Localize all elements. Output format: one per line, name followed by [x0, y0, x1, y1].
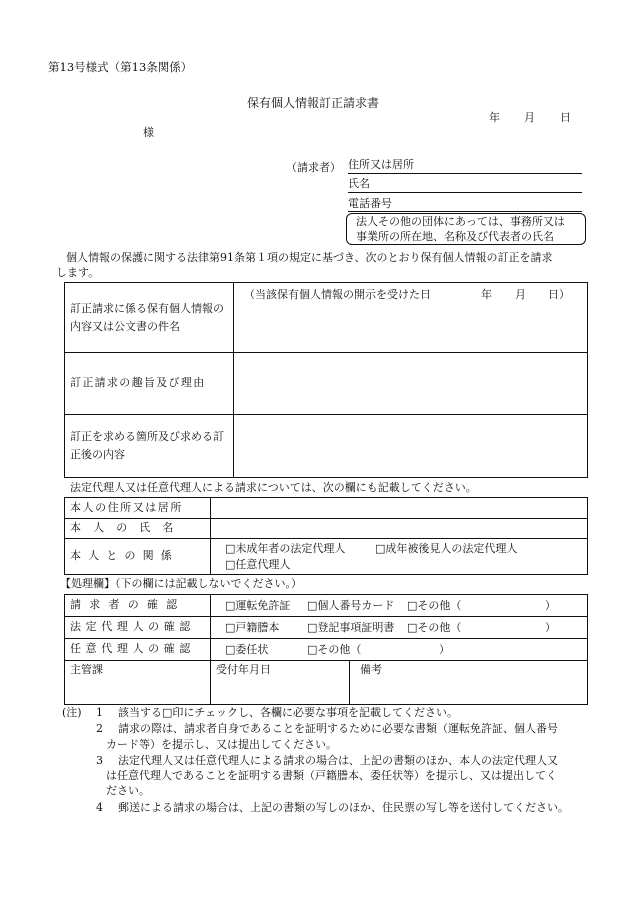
principal-address-label: 本人の住所又は居所: [65, 498, 211, 519]
relation-minor-checkbox[interactable]: □未成年者の法定代理人: [225, 542, 346, 555]
disclosure-date-note: （当該保有個人情報の開示を受けた日: [244, 288, 431, 301]
received-date-cell[interactable]: [211, 661, 350, 705]
table-row: [65, 498, 588, 519]
intro-line2: します。: [56, 266, 100, 279]
requester-other-close: ）: [545, 599, 556, 612]
date-year-label: 年: [489, 111, 500, 124]
requester-check-label: 請求者の確認: [65, 595, 211, 617]
legal-agent-check-options: [211, 617, 588, 639]
relation-adult-guardian-checkbox[interactable]: □成年被後見人の法定代理人: [375, 542, 518, 555]
table-row: [65, 415, 588, 478]
legal-other-checkbox[interactable]: □その他（: [407, 621, 462, 634]
relation-label: 本人との関係: [65, 539, 211, 575]
date-day-label: 日: [560, 111, 571, 124]
voluntary-other-close: ）: [439, 643, 450, 656]
table-row: [65, 539, 588, 575]
table-row: [65, 617, 588, 639]
note-4-number: 4: [96, 801, 103, 814]
note-1-number: 1: [96, 706, 103, 719]
principal-name-field[interactable]: [211, 519, 588, 539]
requester-phone-label: 電話番号: [348, 197, 392, 210]
notes-label: (注): [62, 706, 82, 719]
requester-name-label: 氏名: [348, 177, 370, 190]
reason-field[interactable]: [234, 353, 588, 415]
principal-name-label: 本人の氏名: [65, 519, 211, 539]
intro-line1: 個人情報の保護に関する法律第91条第１項の規定に基づき、次のとおり保有個人情報の訂正を請求: [66, 251, 553, 264]
note-3-number: 3: [96, 754, 103, 767]
subject-label: 訂正請求に係る保有個人情報の内容又は公文書の件名: [65, 283, 234, 353]
note-2-number: 2: [96, 722, 103, 735]
note-3-line1: 法定代理人又は任意代理人による請求の場合は、上記の書類のほか、本人の法定代理人又: [118, 754, 558, 767]
note-3-line3: ださい。: [106, 784, 150, 797]
remarks-cell[interactable]: [350, 661, 588, 705]
requester-address-label: 住所又は居所: [348, 158, 414, 171]
form-number: 第13号様式（第13条関係）: [48, 60, 193, 74]
table-row: [65, 661, 588, 705]
drivers-license-checkbox[interactable]: □運転免許証: [225, 599, 291, 612]
note-2-line1: 請求の際は、請求者自身であることを証明するために必要な書類（運転免許証、個人番号: [118, 722, 558, 735]
legal-agent-check-label: 法定代理人の確認: [65, 617, 211, 639]
voluntary-other-checkbox[interactable]: □その他（: [307, 643, 362, 656]
department-cell[interactable]: [65, 661, 211, 705]
reason-label: 訂正請求の趣旨及び理由: [65, 353, 234, 415]
note-1: 該当する□印にチェックし、各欄に必要な事項を記載してください。: [118, 706, 459, 719]
registry-certificate-checkbox[interactable]: □登記事項証明書: [307, 621, 395, 634]
requester-phone-field[interactable]: [348, 197, 582, 212]
corporation-note-line1: 法人その他の団体にあっては、事務所又は: [356, 215, 565, 228]
my-number-card-checkbox[interactable]: □個人番号カード: [307, 599, 395, 612]
page-title: 保有個人情報訂正請求書: [247, 96, 380, 110]
request-table: [64, 282, 588, 478]
date-month-label: 月: [524, 111, 535, 124]
power-of-attorney-checkbox[interactable]: □委任状: [225, 643, 269, 656]
relation-voluntary-checkbox[interactable]: □任意代理人: [225, 558, 291, 571]
requester-label: （請求者）: [286, 161, 341, 174]
disclosure-year: 年: [481, 288, 492, 301]
department-label: 主管課: [70, 663, 103, 676]
principal-address-field[interactable]: [211, 498, 588, 519]
legal-other-close: ）: [545, 621, 556, 634]
table-row: [65, 639, 588, 661]
addressee-suffix: 様: [143, 126, 154, 139]
agent-table: [64, 497, 588, 575]
voluntary-agent-check-options: [211, 639, 588, 661]
agent-note: 法定代理人又は任意代理人による請求については、次の欄にも記載してください。: [70, 481, 477, 494]
requester-address-field[interactable]: [348, 158, 582, 174]
remarks-label: 備考: [360, 663, 382, 676]
corporation-note-line2: 事業所の所在地、名称及び代表者の氏名: [356, 230, 554, 243]
disclosure-month: 月: [515, 288, 526, 301]
subject-field[interactable]: [234, 283, 588, 353]
disclosure-day: 日）: [548, 288, 570, 301]
requester-other-checkbox[interactable]: □その他（: [407, 599, 462, 612]
note-2-line2: カード等）を提示し、又は提出してください。: [106, 738, 337, 751]
requester-check-options: [211, 595, 588, 617]
table-row: [65, 519, 588, 539]
relation-options: [211, 539, 588, 575]
correction-field[interactable]: [234, 415, 588, 478]
processing-heading: 【処理欄】（下の欄には記載しないでください。）: [60, 577, 302, 590]
table-row: [65, 595, 588, 617]
requester-name-field[interactable]: [348, 177, 582, 193]
received-date-label: 受付年月日: [216, 663, 271, 676]
correction-label: 訂正を求める箇所及び求める訂正後の内容: [65, 415, 234, 478]
note-3-line2: は任意代理人であることを証明する書類（戸籍謄本、委任状等）を提示し、又は提出してく: [106, 769, 557, 782]
note-4: 郵送による請求の場合は、上記の書類の写しのほか、住民票の写し等を送付してください。: [118, 801, 569, 814]
family-register-checkbox[interactable]: □戸籍謄本: [225, 621, 280, 634]
processing-table: [64, 594, 588, 705]
table-row: [65, 283, 588, 353]
table-row: [65, 353, 588, 415]
voluntary-agent-check-label: 任意代理人の確認: [65, 639, 211, 661]
